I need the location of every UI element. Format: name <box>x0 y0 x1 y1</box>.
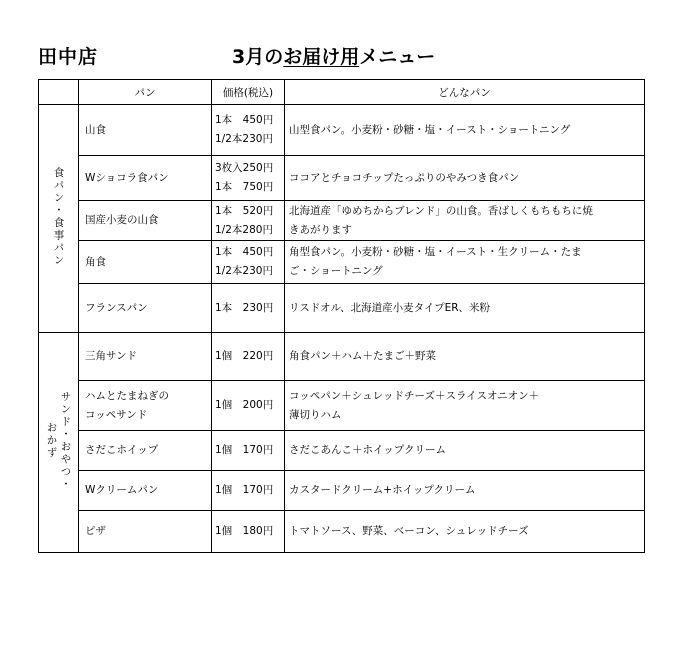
bread-description: 角型食パン。小麦粉・砂糖・塩・イースト・生クリーム・たま ご・ショートニング <box>285 241 645 284</box>
bread-name: Wショコラ食パン <box>79 156 212 201</box>
header-description: どんなパン <box>285 80 645 105</box>
category-label-2: おかず <box>45 422 58 460</box>
page-title <box>232 42 435 69</box>
bread-name: フランスパン <box>79 284 212 333</box>
bread-name: 国産小麦の山食 <box>79 201 212 241</box>
bread-description: 北海道産「ゆめちからブレンド」の山食。香ばしくもちもちに焼 きあがります <box>285 201 645 241</box>
category-label: 食パン・食事パン <box>52 167 65 267</box>
category-cell <box>39 105 79 333</box>
menu-table <box>38 79 645 553</box>
header-row <box>39 80 645 105</box>
bread-name: さだこホイップ <box>79 431 212 471</box>
table-row <box>39 333 645 381</box>
bread-price: 1個 220円 <box>212 333 285 381</box>
title-underlined: お届け用 <box>283 46 360 68</box>
bread-price: 1本 230円 <box>212 284 285 333</box>
bread-price: 1個 170円 <box>212 471 285 511</box>
bread-description: トマトソース、野菜、ベーコン、シュレッドチーズ <box>285 511 645 553</box>
bread-description: ココアとチョコチップたっぷりのやみつき食パン <box>285 156 645 201</box>
bread-description: 山型食パン。小麦粉・砂糖・塩・イースト・ショートニング <box>285 105 645 156</box>
bread-price: 1本 450円 1/2本230円 <box>212 241 285 284</box>
bread-price: 1本 520円 1/2本280円 <box>212 201 285 241</box>
category-label: サンド・おやつ・ <box>59 391 72 491</box>
bread-description: コッペパン＋シュレッドチーズ＋スライスオニオン＋ 薄切りハム <box>285 381 645 431</box>
table-row <box>39 105 645 156</box>
table-row <box>39 156 645 201</box>
bread-name: ハムとたまねぎの コッペサンド <box>79 381 212 431</box>
header-category <box>39 80 79 105</box>
bread-name: 山食 <box>79 105 212 156</box>
header-price: 価格(税込) <box>212 80 285 105</box>
bread-price: 3枚入250円 1本 750円 <box>212 156 285 201</box>
title-suffix: メニュー <box>359 46 436 68</box>
shop-name: 田中店 <box>38 46 99 68</box>
table-row <box>39 471 645 511</box>
bread-price: 1個 200円 <box>212 381 285 431</box>
table-row <box>39 511 645 553</box>
table-row <box>39 381 645 431</box>
table-row <box>39 431 645 471</box>
title-prefix: 3月の <box>232 46 284 68</box>
table-row <box>39 241 645 284</box>
bread-name: 角食 <box>79 241 212 284</box>
bread-name: ピザ <box>79 511 212 553</box>
bread-name: 三角サンド <box>79 333 212 381</box>
table-row <box>39 201 645 241</box>
bread-description: カスタードクリーム+ホイップクリーム <box>285 471 645 511</box>
bread-price: 1個 170円 <box>212 431 285 471</box>
bread-price: 1個 180円 <box>212 511 285 553</box>
bread-description: リスドオル、北海道産小麦タイプER、米粉 <box>285 284 645 333</box>
bread-description: 角食パン＋ハム＋たまご＋野菜 <box>285 333 645 381</box>
bread-price: 1本 450円 1/2本230円 <box>212 105 285 156</box>
category-cell <box>39 333 79 553</box>
table-row <box>39 284 645 333</box>
header-bread: パン <box>79 80 212 105</box>
bread-description: さだこあんこ＋ホイップクリーム <box>285 431 645 471</box>
bread-name: Wクリームパン <box>79 471 212 511</box>
